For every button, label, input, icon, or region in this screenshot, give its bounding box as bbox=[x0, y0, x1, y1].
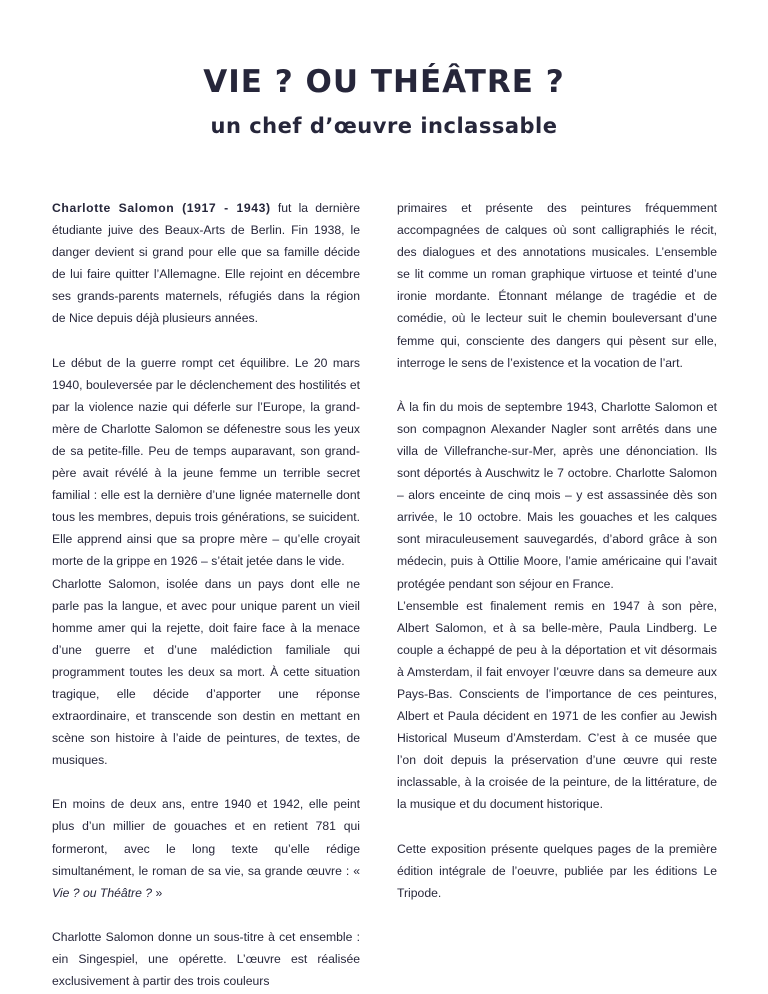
paragraph-intro-text: fut la dernière étudiante juive des Beaux-Arts de Berlin. Fin 1938, le danger devient si grand pour elle que sa famille décide de lui faire quitter l’Allemagne. Elle rejoint en décembre ses grands-parents maternels, réfugiés dans la région de Nice depuis déjà plusieurs années. bbox=[52, 201, 360, 326]
paragraph-work-end: » bbox=[152, 885, 163, 900]
paragraph-intro bbox=[52, 197, 360, 330]
paragraph-isolation: Charlotte Salomon, isolée dans un pays dont elle ne parle pas la langue, et avec pour unique parent un vieil homme amer qui la rejette, doit faire face à la menace d’une guerre et d’une malédiction familiale qui programment toutes les deux sa mort. À cette situation tragique, elle décide d’apporter une réponse extraordinaire, et transcende son destin en mettant en scène son histoire à l’aide de peintures, de textes, de musiques. bbox=[52, 576, 360, 768]
page-title: VIE ? OU THÉÂTRE ? bbox=[203, 64, 565, 100]
paragraph-subtitle: Charlotte Salomon donne un sous-titre à cet ensemble : ein Singespiel, une opérette. L’œuvre est réalisée exclusivement à partir des trois couleurs bbox=[52, 929, 360, 988]
left-column bbox=[52, 197, 360, 992]
right-column bbox=[397, 197, 717, 904]
paragraph-work bbox=[52, 793, 360, 903]
paragraph-arrest: À la fin du mois de septembre 1943, Charlotte Salomon et son compagnon Alexander Nagler sont arrêtés dans une villa de Villefranche-sur-Mer, après une dénonciation. Ils sont déportés à Auschwitz le 7 octobre. Charlotte Salomon – alors enceinte de cinq mois – y est assassinée dès son arrivée, le 10 octobre. Mais les gouaches et les calques sont miraculeusement sauvegardés, d’abord grâce à son médecin, puis à Ottilie Moore, l’amie américaine qui l’avait protégée pendant son séjour en France. bbox=[397, 399, 717, 591]
work-title-quote: Vie ? ou Théâtre ? bbox=[52, 885, 153, 900]
paragraph-work-text: En moins de deux ans, entre 1940 et 1942, elle peint plus d’un millier de gouaches et en retient 781 qui formeront, avec le long texte qu’elle rédige simultanément, le roman de sa vie, sa grande œuvre : « bbox=[52, 797, 360, 878]
paragraph-war: Le début de la guerre rompt cet équilibre. Le 20 mars 1940, bouleversée par le déclenchement des hostilités et par la violence nazie qui déferle sur l’Europe, la grand-mère de Charlotte Salomon se défenestre sous les yeux de sa petite-fille. Peu de temps auparavant, son grand-père avait révélé à la jeune femme un terrible secret familial : elle est la dernière d’une lignée maternelle dont tous les membres, depuis trois générations, se suicident. Elle apprend ainsi que sa propre mère – qu’elle croyait morte de la grippe en 1926 – s’était jetée dans le vide. bbox=[52, 355, 360, 569]
paragraph-exhibition: Cette exposition présente quelques pages de la première édition intégrale de l’oeuvre, publiée par les éditions Le Tripode. bbox=[397, 841, 717, 900]
page-subtitle: un chef d’œuvre inclassable bbox=[210, 114, 558, 138]
paragraph-colours: primaires et présente des peintures fréquemment accompagnées de calques où sont calligraphiés le récit, des dialogues et des annotations musicales. L’ensemble se lit comme un roman graphique virtuose et teinté d’une ironie mordante. Étonnant mélange de tragédie et de comédie, où le lecteur suit le chemin bouleversant d’une femme qui, consciente des dangers qui pèsent sur elle, interroge le sens de l’existence et la vocation de l’art. bbox=[397, 201, 717, 370]
artist-name-dates: Charlotte Salomon (1917 - 1943) bbox=[52, 201, 271, 215]
paragraph-legacy: L’ensemble est finalement remis en 1947 à son père, Albert Salomon, et à sa belle-mère, Paula Lindberg. Le couple a échappé de peu à la déportation et vit désormais à Amsterdam, il fait envoyer l’œuvre dans sa demeure aux Pays-Bas. Conscients de l’importance de ces peintures, Albert et Paula décident en 1971 de les confier au Jewish Historical Museum d’Amsterdam. C’est à ce musée que l’on doit depuis la préservation d’une œuvre qui reste inclassable, à la croisée de la peinture, de la littérature, de la musique et du document historique. bbox=[397, 598, 717, 812]
